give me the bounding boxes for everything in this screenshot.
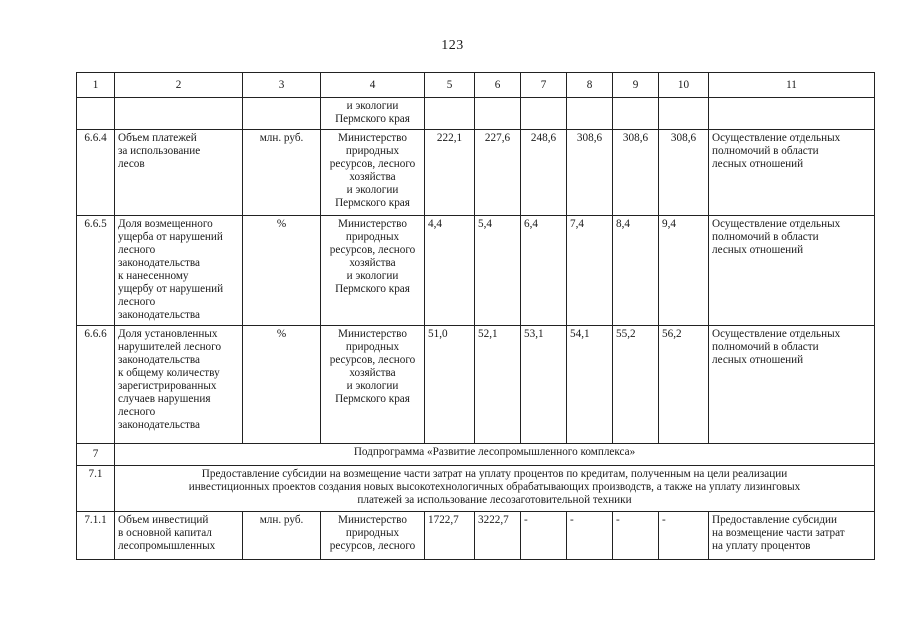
value-cell: 248,6	[521, 130, 567, 216]
subprogram-row	[77, 444, 875, 466]
value-cell: 308,6	[659, 130, 709, 216]
measure-description: Предоставление субсидии на возмещение части затрат на уплату процентов по кредитам, полученным на цели реализации инвестиционных проектов создания новых высокотехнологичных обрабатывающих производств, а также на уплату лизинговых платежей за использование лесозаготовительной техники	[115, 466, 875, 512]
unit-cell: %	[243, 326, 321, 444]
col-header-3: 3	[243, 73, 321, 98]
note-cell: Осуществление отдельных полномочий в области лесных отношений	[709, 216, 875, 326]
value-cell: 4,4	[425, 216, 475, 326]
value-cell: 55,2	[613, 326, 659, 444]
page-number: 123	[441, 38, 464, 53]
note-cell: Предоставление субсидии на возмещение части затрат на уплату процентов	[709, 512, 875, 560]
agency-cell: Министерство природных ресурсов, лесного хозяйства и экологии Пермского края	[321, 130, 425, 216]
measure-row	[77, 466, 875, 512]
value-cell: -	[659, 512, 709, 560]
col-header-10: 10	[659, 73, 709, 98]
table-row	[77, 326, 875, 444]
value-cell: -	[567, 512, 613, 560]
value-cell: 308,6	[567, 130, 613, 216]
table-row-continuation	[77, 98, 875, 130]
value-cell: 222,1	[425, 130, 475, 216]
value-cell: 54,1	[567, 326, 613, 444]
note-cell: Осуществление отдельных полномочий в области лесных отношений	[709, 326, 875, 444]
value-cell: 53,1	[521, 326, 567, 444]
unit-cell: млн. руб.	[243, 130, 321, 216]
unit-cell: млн. руб.	[243, 512, 321, 560]
col-header-9: 9	[613, 73, 659, 98]
value-cell: 3222,7	[475, 512, 521, 560]
value-cell: 227,6	[475, 130, 521, 216]
unit-cell: %	[243, 216, 321, 326]
value-cell: 51,0	[425, 326, 475, 444]
value-cell: 5,4	[475, 216, 521, 326]
value-cell: 7,4	[567, 216, 613, 326]
value-cell: 52,1	[475, 326, 521, 444]
agency-cell: Министерство природных ресурсов, лесного хозяйства и экологии Пермского края	[321, 216, 425, 326]
col-header-2: 2	[115, 73, 243, 98]
table-row	[77, 130, 875, 216]
row-code: 7.1	[77, 466, 115, 512]
subprogram-title: Подпрограмма «Развитие лесопромышленного комплекса»	[115, 444, 875, 466]
indicator-name: Доля возмещенного ущерба от нарушений лесного законодательства к нанесенному ущербу от нарушений лесного законодательства	[115, 216, 243, 326]
indicator-name: Объем платежей за использование лесов	[115, 130, 243, 216]
table-row	[77, 512, 875, 560]
agency-cell: Министерство природных ресурсов, лесного хозяйства и экологии Пермского края	[321, 326, 425, 444]
indicator-name: Объем инвестиций в основной капитал лесопромышленных	[115, 512, 243, 560]
value-cell: 6,4	[521, 216, 567, 326]
row-code: 7.1.1	[77, 512, 115, 560]
indicator-name: Доля установленных нарушителей лесного законодательства к общему количеству зарегистрированных случаев нарушения лесного законодательства	[115, 326, 243, 444]
row-code: 6.6.4	[77, 130, 115, 216]
col-header-5: 5	[425, 73, 475, 98]
col-header-11: 11	[709, 73, 875, 98]
table-row	[77, 216, 875, 326]
agency-cell: Министерство природных ресурсов, лесного	[321, 512, 425, 560]
col-header-4: 4	[321, 73, 425, 98]
value-cell: -	[613, 512, 659, 560]
note-cell: Осуществление отдельных полномочий в области лесных отношений	[709, 130, 875, 216]
row-code: 7	[77, 444, 115, 466]
value-cell: 1722,7	[425, 512, 475, 560]
col-header-1: 1	[77, 73, 115, 98]
value-cell: 8,4	[613, 216, 659, 326]
value-cell: -	[521, 512, 567, 560]
value-cell: 56,2	[659, 326, 709, 444]
row-code: 6.6.5	[77, 216, 115, 326]
value-cell: 9,4	[659, 216, 709, 326]
agency-cell: и экологии Пермского края	[321, 98, 425, 130]
col-header-6: 6	[475, 73, 521, 98]
col-header-7: 7	[521, 73, 567, 98]
row-code: 6.6.6	[77, 326, 115, 444]
value-cell: 308,6	[613, 130, 659, 216]
col-header-8: 8	[567, 73, 613, 98]
column-number-row	[77, 73, 875, 98]
indicators-table	[76, 72, 875, 560]
